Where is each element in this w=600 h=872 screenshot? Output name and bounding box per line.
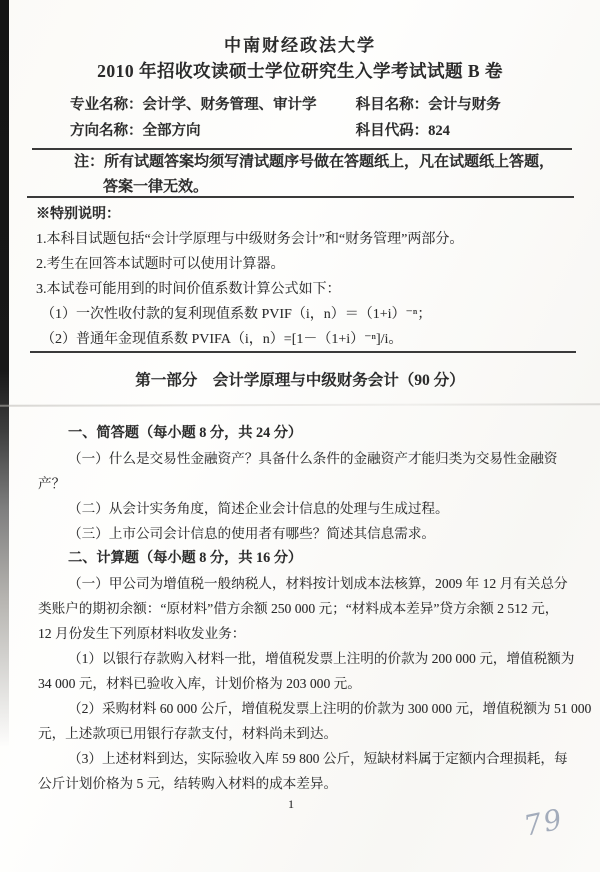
question-text-line: （2）采购材料 60 000 公斤，增值税发票上注明的价款为 300 000 元，增值税额为 51 000 [68,701,592,716]
special-note-item-3: 3.本试卷可能用到的时间价值系数计算公式如下： [36,282,341,297]
divider-under-notes [30,351,576,353]
calculation-heading: 二、计算题（每小题 8 分，共 16 分） [68,550,303,566]
major-field: 专业名称：会计学、财务管理、审计学 [70,97,317,113]
university-name: 中南财经政法大学 [224,36,376,55]
direction-field: 方向名称：全部方向 [70,123,201,139]
short-answer-heading: 一、简答题（每小题 8 分，共 24 分） [68,425,303,441]
question-text-line: 34 000 元，材料已验收入库，计划价格为 203 000 元。 [38,676,361,691]
question-text-line: （3）上述材料到达，实际验收入库 59 800 公斤，短缺材料属于定额内合理损耗，每 [68,751,568,766]
pvif-formula: （1）一次性收付款的复利现值系数 PVIF（i，n）＝（1+i）⁻ⁿ； [41,307,432,322]
exam-info-block [70,92,501,144]
pvifa-formula: （2）普通年金现值系数 PVIFA（i，n）=[1－（1+i）⁻ⁿ]/i。 [41,332,403,347]
question-text-line: （二）从会计实务角度，简述企业会计信息的处理与生成过程。 [68,501,449,516]
page-number: 1 [288,797,294,811]
question-text-line: 公斤计划价格为 5 元，结转购入材料的成本差异。 [38,776,338,791]
special-notes-block [36,202,463,352]
question-text-line: 类账户的期初余额：“原材料”借方余额 250 000 元；“材料成本差异”贷方余额 2 512 元， [38,601,559,616]
special-note-item-1: 1.本科目试题包括“会计学原理与中级财务会计”和“财务管理”两部分。 [36,232,464,247]
exam-title: 2010 年招收攻读硕士学位研究生入学考试试题 B 卷 [97,61,503,81]
question-text-line: 产？ [38,476,66,491]
answer-notice [74,150,554,200]
divider-under-notice [27,196,574,198]
question-text-line: （一）甲公司为增值税一般纳税人，材料按计划成本法核算，2009 年 12 月有关总分 [68,576,568,591]
subject-code-field: 科目代码：824 [355,123,450,139]
question-text-line: 12 月份发生下列原材料收发业务： [38,626,246,641]
question-text-line: （三）上市公司会计信息的使用者有哪些？简述其信息需求。 [68,526,436,541]
answer-notice-line2: 答案一律无效。 [103,179,209,195]
special-notes-heading: ※特别说明： [36,207,120,222]
scan-crease-line [0,403,600,407]
subject-name-field: 科目名称：会计与财务 [355,97,501,113]
special-note-item-2: 2.考生在回答本试题时可以使用计算器。 [36,257,285,272]
info-row-2 [70,118,501,144]
answer-notice-line1: 注：所有试题答案均须写清试题序号做在答题纸上，凡在试题纸上答题， [74,154,555,170]
question-text-line: （1）以银行存款购入材料一批，增值税发票上注明的价款为 200 000 元，增值税额为 [68,651,575,666]
section-one-heading: 第一部分 会计学原理与中级财务会计（90 分） [135,372,465,389]
handwritten-page-mark: 79 [521,802,567,843]
questions-block [38,421,592,796]
question-text-line: （一）什么是交易性金融资产？具备什么条件的金融资产才能归类为交易性金融资 [68,451,558,466]
question-text-line: 元，上述款项已用银行存款支付，材料尚未到达。 [38,726,338,741]
info-row-1 [70,92,501,118]
